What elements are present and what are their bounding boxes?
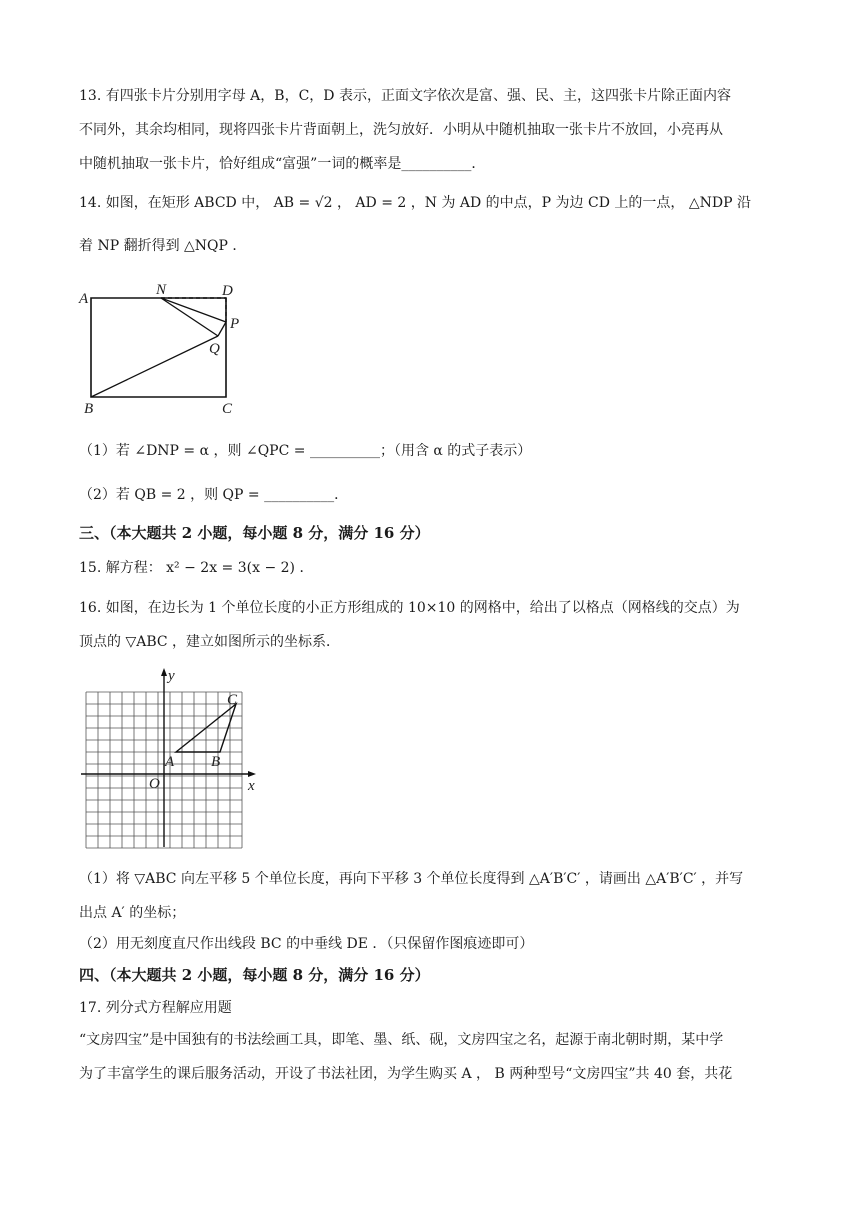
rectangle-abcd <box>91 298 226 397</box>
x-axis-arrow <box>248 771 256 777</box>
q14-line2: 着 NP 翻折得到 △NQP ． <box>79 238 247 254</box>
q13-line2: 不同外，其余均相同，现将四张卡片背面朝上，洗匀放好．小明从中随机抽取一张卡片不放回，小亮再从 <box>79 122 723 138</box>
label-a: A <box>165 754 175 770</box>
section3-heading: 三、（本大题共 2 小题，每小题 8 分，满分 16 分） <box>79 524 430 542</box>
y-axis-arrow <box>161 668 167 676</box>
label-o: O <box>149 776 160 792</box>
q17-line2: “文房四宝”是中国独有的书法绘画工具，即笔、墨、纸、砚，文房四宝之名，起源于南北朝时期，某中学 <box>79 1032 724 1048</box>
section4-heading: 四、（本大题共 2 小题，每小题 8 分，满分 16 分） <box>79 966 430 984</box>
q15-line1: 15. 解方程： x² − 2x = 3(x − 2) ． <box>79 560 314 576</box>
label-y: y <box>168 668 175 684</box>
segment-qp <box>218 322 226 336</box>
label-c: C <box>227 692 238 708</box>
segment-nq <box>161 298 218 336</box>
q16-line2: 顶点的 ▽ABC ，建立如图所示的坐标系． <box>79 634 341 650</box>
q17-line3: 为了丰富学生的课后服务活动，开设了书法社团，为学生购买 A ， B 两种型号“文房四宝”共 40 套，共花 <box>79 1066 733 1082</box>
label-c: C <box>222 401 233 417</box>
label-b: B <box>84 401 94 417</box>
q16-line1: 16. 如图，在边长为 1 个单位长度的小正方形组成的 10×10 的网格中，给出了以格点（网格线的交点）为 <box>79 600 740 616</box>
q16-part1-line1: （1）将 ▽ABC 向左平移 5 个单位长度，再向下平移 3 个单位长度得到 △A′B′C′ ，请画出 △A′B′C′ ，并写 <box>79 871 744 887</box>
q14-part2: （2）若 QB = 2 ，则 QP = __________． <box>79 487 349 503</box>
q17-line1: 17. 列分式方程解应用题 <box>79 1000 232 1016</box>
q14-line1: 14. 如图，在矩形 ABCD 中， AB = √2 ， AD = 2 ，N 为 AD 的中点，P 为边 CD 上的一点， △NDP 沿 <box>79 195 751 211</box>
q14-part1: （1）若 ∠DNP = α ，则 ∠QPC = __________；（用含 α 的式子表示） <box>79 443 532 459</box>
q13-line1: 13. 有四张卡片分别用字母 A，B，C，D 表示，正面文字依次是富、强、民、主，这四张卡片除正面内容 <box>79 88 731 104</box>
q13-line3: 中随机抽取一张卡片，恰好组成“富强”一词的概率是__________． <box>79 156 486 172</box>
label-p: P <box>230 316 240 332</box>
q16-part1-line2: 出点 A′ 的坐标； <box>79 905 186 921</box>
q16-part2: （2）用无刻度直尺作出线段 BC 的中垂线 DE ．（只保留作图痕迹即可） <box>79 936 534 952</box>
segment-np <box>161 298 226 322</box>
label-b: B <box>211 754 221 770</box>
label-n: N <box>156 282 167 298</box>
segment-bq <box>91 336 218 397</box>
label-q: Q <box>209 341 220 357</box>
coordinate-grid-figure <box>76 664 266 854</box>
label-x: x <box>248 778 255 794</box>
label-a: A <box>79 291 89 307</box>
rectangle-fold-figure <box>76 280 251 420</box>
label-d: D <box>222 283 233 299</box>
